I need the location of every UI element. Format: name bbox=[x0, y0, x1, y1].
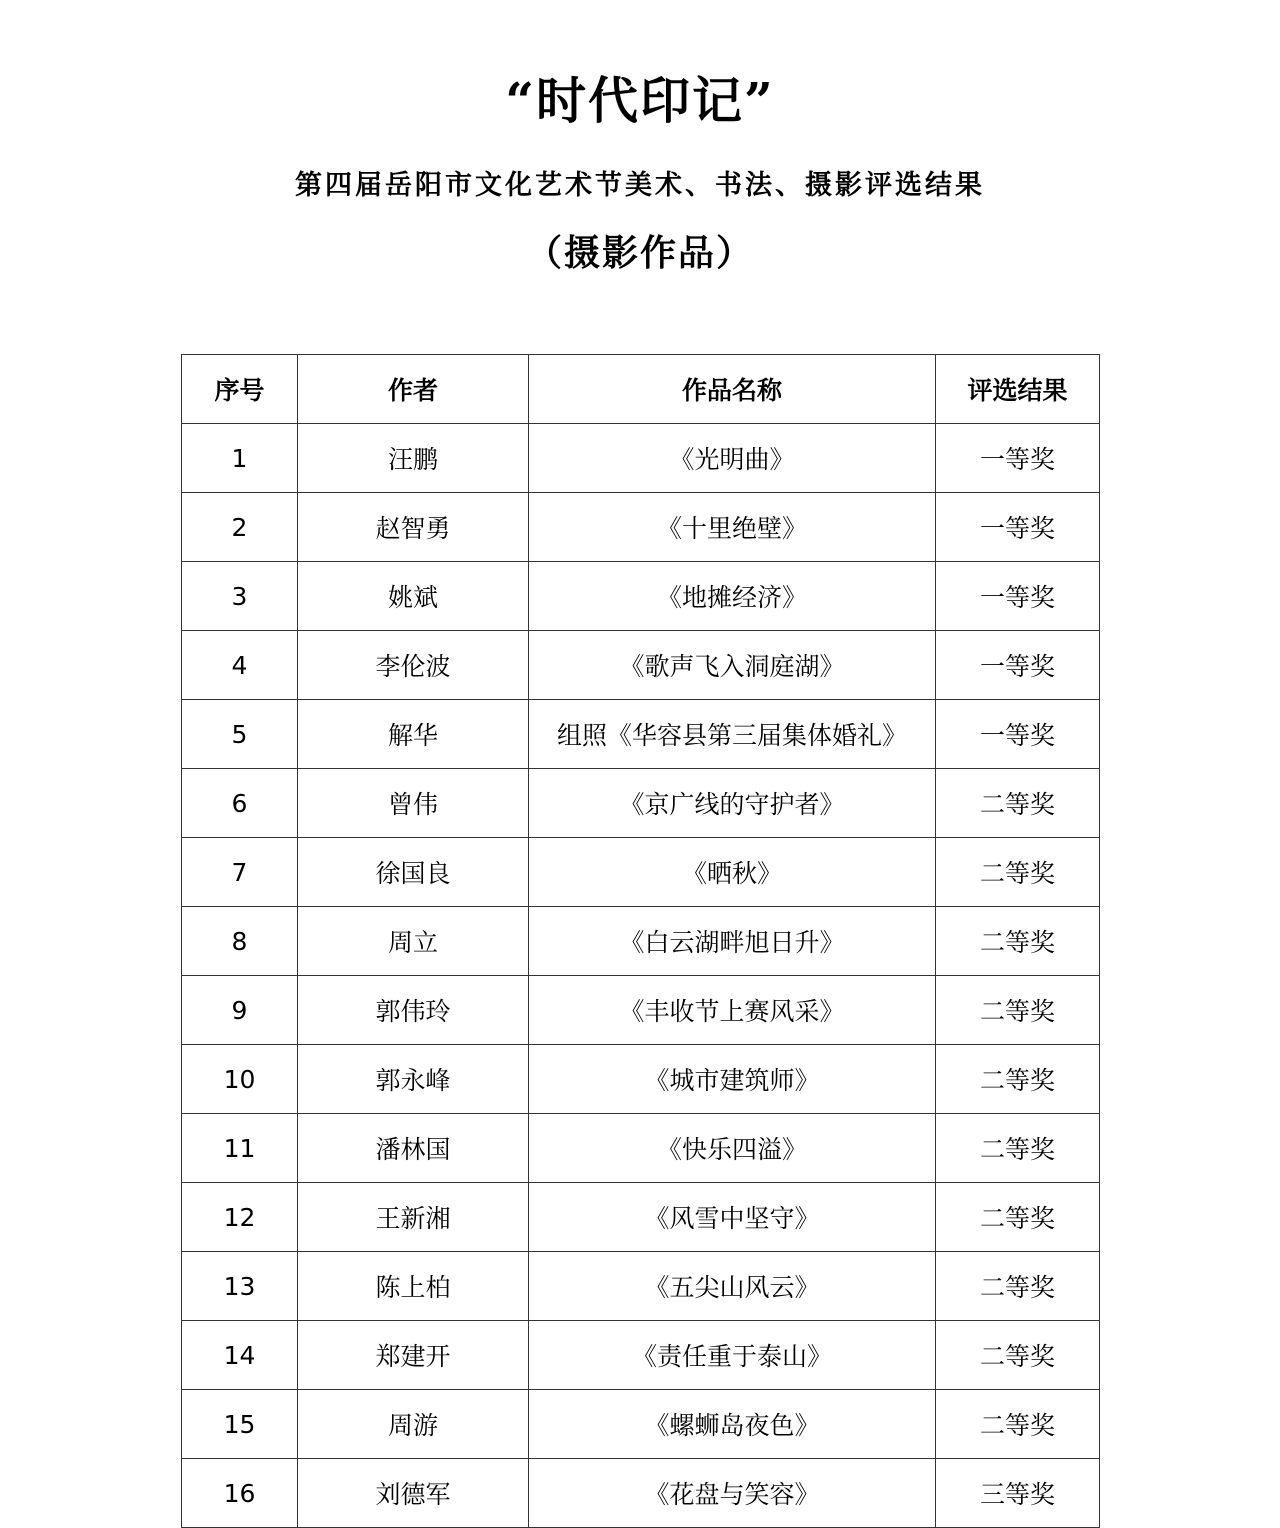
table-row bbox=[182, 562, 1100, 631]
cell-author: 姚斌 bbox=[298, 562, 529, 631]
cell-work: 《螺蛳岛夜色》 bbox=[529, 1390, 936, 1459]
cell-result: 一等奖 bbox=[936, 493, 1100, 562]
cell-no: 5 bbox=[182, 700, 298, 769]
table-row bbox=[182, 424, 1100, 493]
cell-author: 刘德军 bbox=[298, 1459, 529, 1528]
cell-work: 《晒秋》 bbox=[529, 838, 936, 907]
cell-work: 《城市建筑师》 bbox=[529, 1045, 936, 1114]
results-table bbox=[181, 354, 1100, 1528]
cell-no: 2 bbox=[182, 493, 298, 562]
document-title: “时代印记” bbox=[505, 71, 775, 130]
table-row bbox=[182, 769, 1100, 838]
header-no: 序号 bbox=[182, 355, 298, 424]
cell-author: 李伦波 bbox=[298, 631, 529, 700]
header-author: 作者 bbox=[298, 355, 529, 424]
table-row bbox=[182, 1252, 1100, 1321]
cell-result: 二等奖 bbox=[936, 838, 1100, 907]
cell-work: 《京广线的守护者》 bbox=[529, 769, 936, 838]
cell-result: 一等奖 bbox=[936, 424, 1100, 493]
table-row bbox=[182, 1045, 1100, 1114]
results-body bbox=[182, 424, 1100, 1528]
cell-author: 郑建开 bbox=[298, 1321, 529, 1390]
cell-result: 二等奖 bbox=[936, 1183, 1100, 1252]
table-row bbox=[182, 1183, 1100, 1252]
cell-author: 曾伟 bbox=[298, 769, 529, 838]
cell-result: 二等奖 bbox=[936, 1390, 1100, 1459]
cell-author: 郭伟玲 bbox=[298, 976, 529, 1045]
cell-result: 二等奖 bbox=[936, 907, 1100, 976]
cell-work: 《光明曲》 bbox=[529, 424, 936, 493]
cell-work: 《丰收节上赛风采》 bbox=[529, 976, 936, 1045]
document-subtitle: 第四届岳阳市文化艺术节美术、书法、摄影评选结果 bbox=[295, 170, 985, 201]
cell-result: 一等奖 bbox=[936, 562, 1100, 631]
table-row bbox=[182, 838, 1100, 907]
document-category: （摄影作品） bbox=[525, 232, 754, 274]
cell-result: 二等奖 bbox=[936, 976, 1100, 1045]
table-row bbox=[182, 631, 1100, 700]
cell-result: 二等奖 bbox=[936, 1321, 1100, 1390]
cell-no: 8 bbox=[182, 907, 298, 976]
cell-author: 王新湘 bbox=[298, 1183, 529, 1252]
table-row bbox=[182, 1390, 1100, 1459]
cell-result: 二等奖 bbox=[936, 1114, 1100, 1183]
cell-result: 二等奖 bbox=[936, 1045, 1100, 1114]
cell-no: 7 bbox=[182, 838, 298, 907]
cell-author: 解华 bbox=[298, 700, 529, 769]
cell-no: 3 bbox=[182, 562, 298, 631]
cell-no: 9 bbox=[182, 976, 298, 1045]
cell-author: 徐国良 bbox=[298, 838, 529, 907]
cell-result: 一等奖 bbox=[936, 700, 1100, 769]
cell-work: 《歌声飞入洞庭湖》 bbox=[529, 631, 936, 700]
cell-author: 郭永峰 bbox=[298, 1045, 529, 1114]
cell-author: 周游 bbox=[298, 1390, 529, 1459]
cell-work: 《十里绝壁》 bbox=[529, 493, 936, 562]
cell-work: 《风雪中坚守》 bbox=[529, 1183, 936, 1252]
cell-author: 潘林国 bbox=[298, 1114, 529, 1183]
cell-result: 三等奖 bbox=[936, 1459, 1100, 1528]
table-row bbox=[182, 907, 1100, 976]
cell-author: 汪鹏 bbox=[298, 424, 529, 493]
table-row bbox=[182, 493, 1100, 562]
table-row bbox=[182, 1321, 1100, 1390]
cell-author: 赵智勇 bbox=[298, 493, 529, 562]
cell-work: 《地摊经济》 bbox=[529, 562, 936, 631]
cell-work: 《花盘与笑容》 bbox=[529, 1459, 936, 1528]
cell-work: 《责任重于泰山》 bbox=[529, 1321, 936, 1390]
cell-no: 10 bbox=[182, 1045, 298, 1114]
cell-no: 16 bbox=[182, 1459, 298, 1528]
cell-work: 《五尖山风云》 bbox=[529, 1252, 936, 1321]
cell-result: 二等奖 bbox=[936, 769, 1100, 838]
cell-work: 《快乐四溢》 bbox=[529, 1114, 936, 1183]
table-row bbox=[182, 1459, 1100, 1528]
cell-no: 15 bbox=[182, 1390, 298, 1459]
cell-result: 二等奖 bbox=[936, 1252, 1100, 1321]
cell-work: 组照《华容县第三届集体婚礼》 bbox=[529, 700, 936, 769]
cell-author: 周立 bbox=[298, 907, 529, 976]
cell-author: 陈上柏 bbox=[298, 1252, 529, 1321]
table-row bbox=[182, 976, 1100, 1045]
table-row bbox=[182, 700, 1100, 769]
cell-no: 1 bbox=[182, 424, 298, 493]
cell-no: 12 bbox=[182, 1183, 298, 1252]
header-work: 作品名称 bbox=[529, 355, 936, 424]
table-row bbox=[182, 1114, 1100, 1183]
cell-result: 一等奖 bbox=[936, 631, 1100, 700]
table-header-row bbox=[182, 355, 1100, 424]
cell-no: 11 bbox=[182, 1114, 298, 1183]
header-result: 评选结果 bbox=[936, 355, 1100, 424]
cell-no: 14 bbox=[182, 1321, 298, 1390]
cell-no: 4 bbox=[182, 631, 298, 700]
cell-no: 6 bbox=[182, 769, 298, 838]
cell-no: 13 bbox=[182, 1252, 298, 1321]
cell-work: 《白云湖畔旭日升》 bbox=[529, 907, 936, 976]
